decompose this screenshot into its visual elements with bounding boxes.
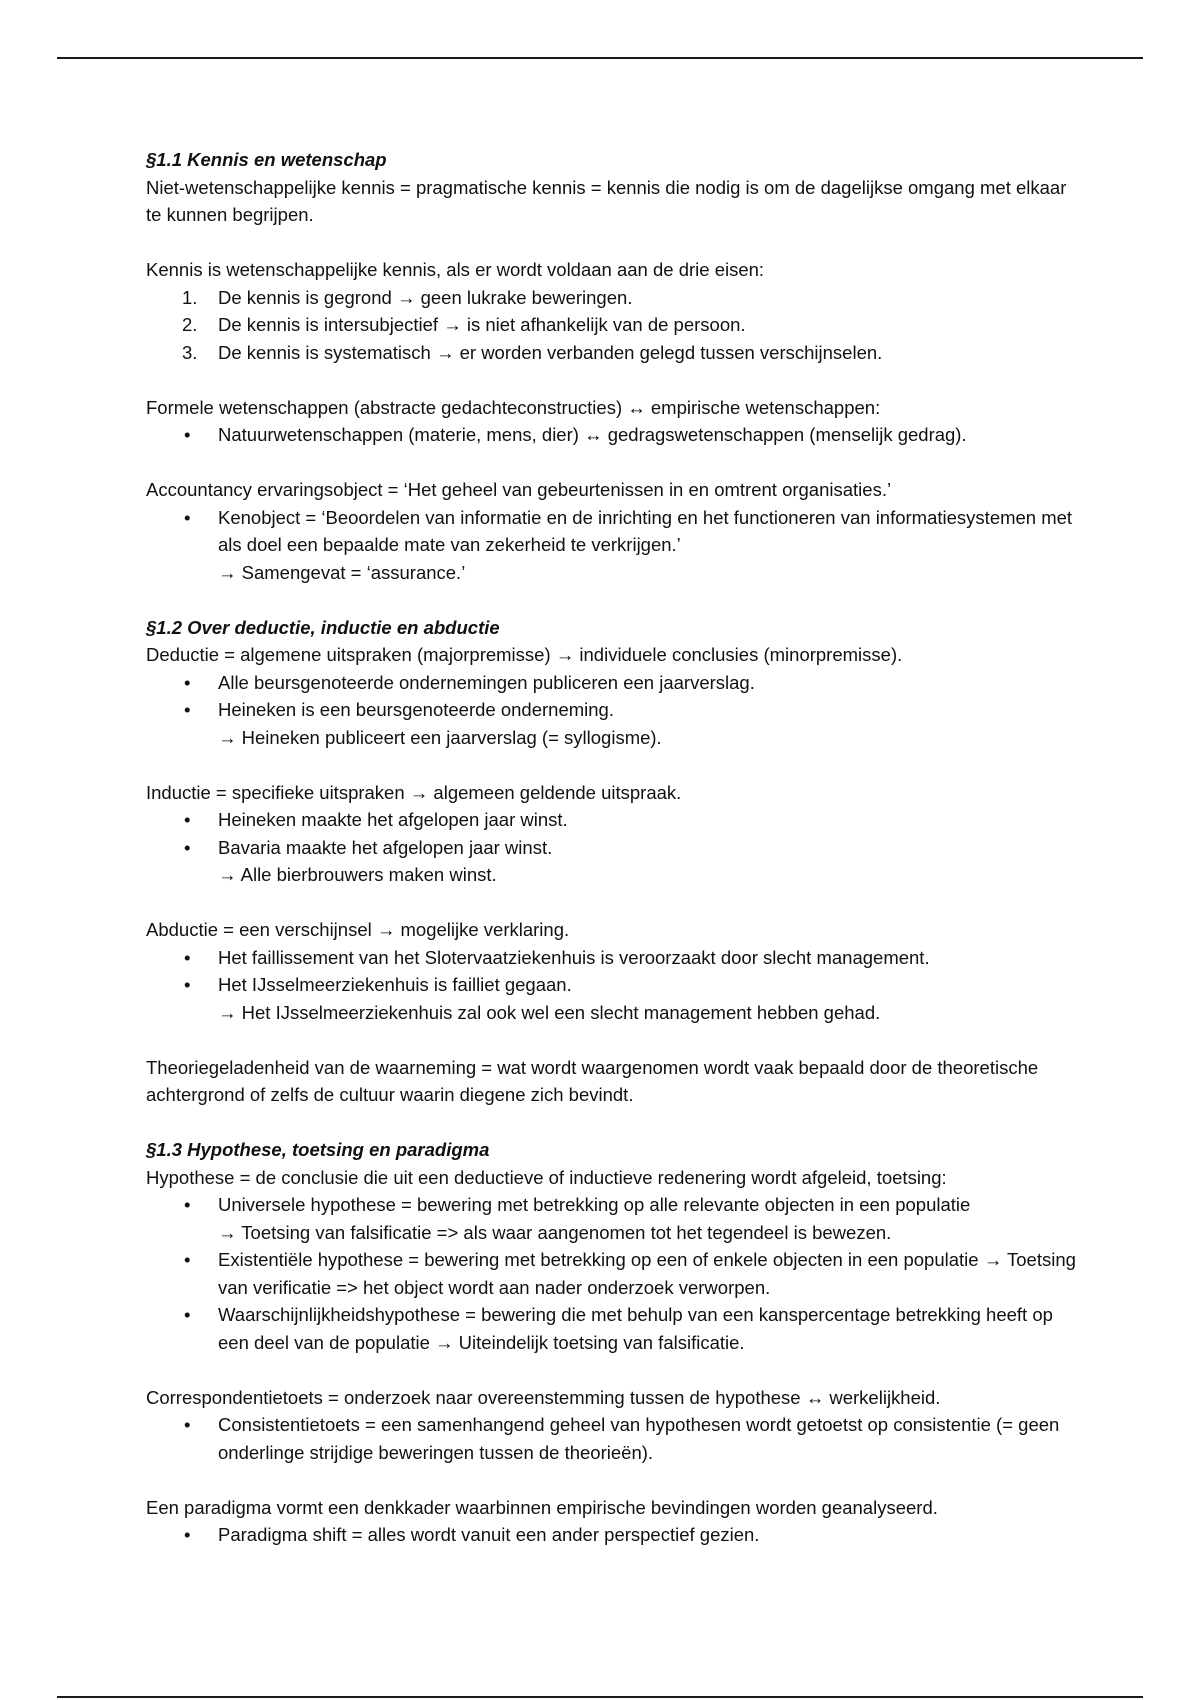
paragraph: Correspondentietoets = onderzoek naar overeenstemming tussen de hypothese ↔ werkelijkheid. bbox=[146, 1386, 941, 1408]
bullet-list bbox=[146, 806, 1076, 889]
list-item-text: Waarschijnlijkheidshypothese = bewering die met behulp van een kanspercentage betrekking heeft op een deel van de populatie → Uiteindelijk toetsing van falsificatie. bbox=[218, 1304, 1053, 1353]
bullet-icon: • bbox=[184, 1194, 191, 1215]
bullet-list bbox=[146, 669, 1076, 752]
bullet-list bbox=[146, 504, 1076, 587]
document-body bbox=[146, 146, 1076, 1549]
list-item-text: Natuurwetenschappen (materie, mens, dier) ↔ gedragswetenschappen (menselijk gedrag). bbox=[218, 424, 967, 445]
list-number: 2. bbox=[182, 314, 198, 335]
bullet-icon: • bbox=[184, 836, 191, 858]
list-item bbox=[146, 1411, 1076, 1466]
section-heading-1-3: §1.3 Hypothese, toetsing en paradigma bbox=[146, 1139, 490, 1160]
list-item bbox=[146, 806, 1076, 834]
list-item-text: Het faillissement van het Slotervaatziekenhuis is veroorzaakt door slecht management. bbox=[218, 946, 930, 968]
list-item-text: Consistentietoets = een samenhangend geheel van hypothesen wordt getoetst op consistentie (= geen onderlinge strijdige beweringen tussen de theorieën). bbox=[218, 1414, 1060, 1463]
list-item-text: Het IJsselmeerziekenhuis is failliet gegaan. bbox=[218, 974, 572, 995]
bullet-list bbox=[146, 944, 1076, 1027]
list-item-conclusion: → Toetsing van falsificatie => als waar aangenomen tot het tegendeel is bewezen. bbox=[218, 1221, 892, 1243]
list-item-text: De kennis is gegrond → geen lukrake beweringen. bbox=[218, 286, 633, 308]
bullet-icon: • bbox=[184, 1524, 191, 1545]
bullet-icon: • bbox=[184, 1304, 191, 1325]
list-item-text: Kenobject = ‘Beoordelen van informatie en de inrichting en het functioneren van informatiesystemen met als doel een bepaalde mate van zekerheid te verkrijgen.’ bbox=[218, 506, 1073, 555]
list-item-text: Alle beursgenoteerde ondernemingen publiceren een jaarverslag. bbox=[218, 671, 755, 693]
list-item-text: Heineken maakte het afgelopen jaar winst. bbox=[218, 809, 568, 830]
list-item-conclusion: → Alle bierbrouwers maken winst. bbox=[218, 864, 497, 885]
bullet-icon: • bbox=[184, 1414, 191, 1435]
numbered-list bbox=[146, 284, 1076, 367]
list-item bbox=[146, 696, 1076, 751]
bullet-icon: • bbox=[184, 671, 191, 693]
paragraph: Theoriegeladenheid van de waarneming = wat wordt waargenomen wordt vaak bepaald door de theoretische achtergrond of zelfs de cultuur waarin diegene zich bevindt. bbox=[146, 1056, 1039, 1105]
paragraph: Inductie = specifieke uitspraken → algemeen geldende uitspraak. bbox=[146, 781, 682, 803]
paragraph: Accountancy ervaringsobject = ‘Het geheel van gebeurtenissen in en omtrent organisaties.’ bbox=[146, 479, 892, 500]
list-number: 3. bbox=[182, 341, 198, 363]
paragraph: Kennis is wetenschappelijke kennis, als er wordt voldaan aan de drie eisen: bbox=[146, 259, 765, 280]
paragraph: Formele wetenschappen (abstracte gedachteconstructies) ↔ empirische wetenschappen: bbox=[146, 396, 881, 418]
list-item bbox=[146, 944, 1076, 972]
list-item bbox=[146, 1246, 1076, 1301]
list-item bbox=[146, 834, 1076, 889]
list-item bbox=[146, 421, 1076, 449]
list-item-conclusion: → Samengevat = ‘assurance.’ bbox=[218, 561, 466, 583]
bullet-list bbox=[146, 1191, 1076, 1356]
bullet-icon: • bbox=[184, 699, 191, 720]
paragraph: Abductie = een verschijnsel → mogelijke verklaring. bbox=[146, 919, 570, 940]
section-heading-1-2: §1.2 Over deductie, inductie en abductie bbox=[146, 616, 500, 638]
bullet-list bbox=[146, 1521, 1076, 1549]
paragraph: Deductie = algemene uitspraken (majorpremisse) → individuele conclusies (minorpremisse). bbox=[146, 644, 903, 665]
bullet-icon: • bbox=[184, 424, 191, 445]
list-item-text: Existentiële hypothese = bewering met betrekking op een of enkele objecten in een populatie → Toetsing van verificatie => het object wordt aan nader onderzoek verworpen. bbox=[218, 1249, 1076, 1298]
section-heading-1-1: §1.1 Kennis en wetenschap bbox=[146, 149, 387, 170]
list-item-text: Paradigma shift = alles wordt vanuit een ander perspectief gezien. bbox=[218, 1524, 760, 1545]
list-item-text: De kennis is intersubjectief → is niet afhankelijk van de persoon. bbox=[218, 314, 746, 335]
bullet-icon: • bbox=[184, 809, 191, 830]
bullet-icon: • bbox=[184, 974, 191, 995]
list-item bbox=[146, 669, 1076, 697]
list-number: 1. bbox=[182, 286, 198, 308]
bullet-list bbox=[146, 1411, 1076, 1466]
list-item-conclusion: → Het IJsselmeerziekenhuis zal ook wel een slecht management hebben gehad. bbox=[218, 1001, 881, 1023]
list-item bbox=[146, 1191, 1076, 1246]
list-item bbox=[146, 284, 1076, 312]
list-item-text: Heineken is een beursgenoteerde onderneming. bbox=[218, 699, 614, 720]
bullet-icon: • bbox=[184, 506, 191, 528]
paragraph: Een paradigma vormt een denkkader waarbinnen empirische bevindingen worden geanalyseerd. bbox=[146, 1496, 938, 1518]
list-item bbox=[146, 339, 1076, 367]
list-item bbox=[146, 1521, 1076, 1549]
list-item-conclusion: → Heineken publiceert een jaarverslag (= syllogisme). bbox=[218, 726, 662, 748]
list-item-text: De kennis is systematisch → er worden verbanden gelegd tussen verschijnselen. bbox=[218, 341, 883, 363]
paragraph: Hypothese = de conclusie die uit een deductieve of inductieve redenering wordt afgeleid, toetsing: bbox=[146, 1166, 947, 1188]
list-item bbox=[146, 504, 1076, 587]
list-item bbox=[146, 971, 1076, 1026]
bullet-list bbox=[146, 421, 1076, 449]
bullet-icon: • bbox=[184, 1249, 191, 1270]
bottom-rule bbox=[57, 1696, 1143, 1698]
top-rule bbox=[57, 57, 1143, 59]
paragraph: Niet-wetenschappelijke kennis = pragmatische kennis = kennis die nodig is om de dagelijkse omgang met elkaar te kunnen begrijpen. bbox=[146, 176, 1067, 225]
bullet-icon: • bbox=[184, 946, 191, 968]
list-item bbox=[146, 311, 1076, 339]
list-item-text: Universele hypothese = bewering met betrekking op alle relevante objecten in een populatie bbox=[218, 1194, 971, 1215]
list-item bbox=[146, 1301, 1076, 1356]
list-item-text: Bavaria maakte het afgelopen jaar winst. bbox=[218, 836, 553, 858]
